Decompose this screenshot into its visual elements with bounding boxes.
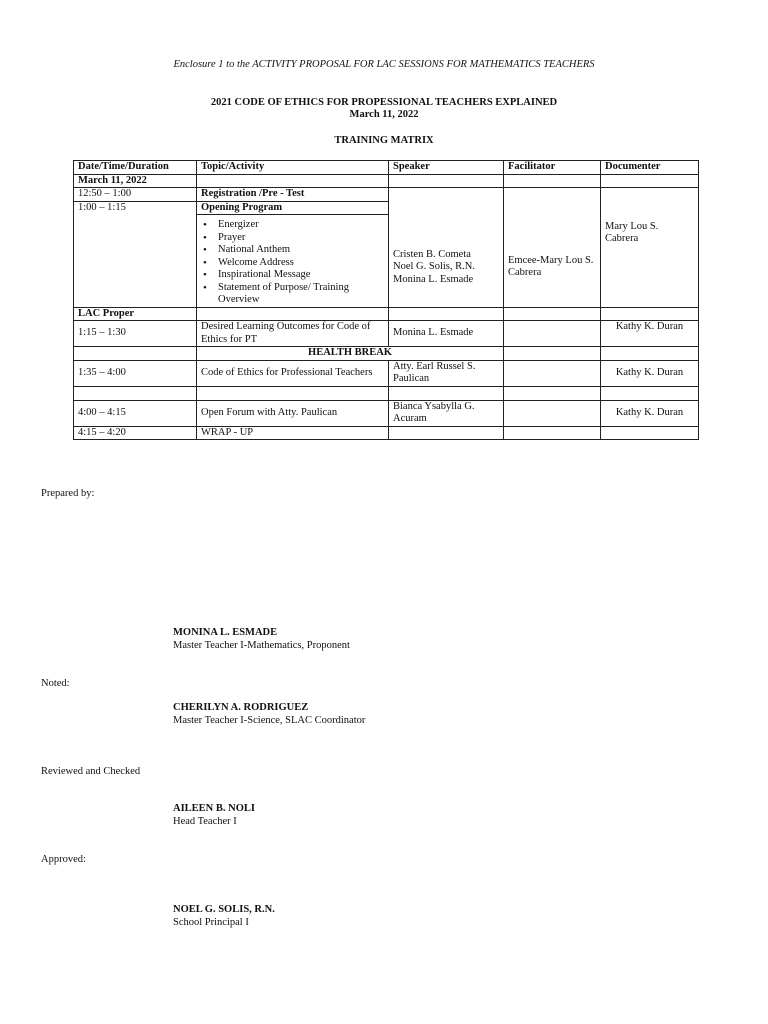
reviewed-by-title: Head Teacher I	[173, 816, 237, 827]
date-cell: March 11, 2022	[74, 174, 197, 188]
topic-cell: WRAP - UP	[197, 426, 389, 440]
approved-label: Approved:	[41, 854, 86, 865]
prepared-by-label: Prepared by:	[41, 488, 95, 499]
table-row	[74, 360, 699, 386]
speaker-name: Monina L. Esmade	[393, 273, 474, 285]
opening-program-list	[201, 219, 384, 307]
reviewed-by-name: AILEEN B. NOLI	[173, 803, 255, 814]
time-cell: 4:15 – 4:20	[74, 426, 197, 440]
topic-cell: Open Forum with Atty. Paulican	[197, 400, 389, 426]
approved-by-title: School Principal I	[173, 917, 249, 928]
noted-by-name: CHERILYN A. RODRIGUEZ	[173, 702, 309, 713]
column-header: Topic/Activity	[197, 161, 389, 175]
topic-cell: Code of Ethics for Professional Teachers	[197, 360, 389, 386]
matrix-title: TRAINING MATRIX	[334, 135, 434, 146]
document-date: March 11, 2022	[349, 109, 419, 120]
table-row	[74, 174, 699, 188]
list-item: • Prayer	[218, 232, 384, 245]
documenter-cell: Kathy K. Duran	[601, 400, 699, 426]
time-cell: 4:00 – 4:15	[74, 400, 197, 426]
topic-cell	[197, 215, 389, 308]
column-header: Documenter	[601, 161, 699, 175]
time-cell: 1:00 – 1:15	[74, 201, 197, 307]
list-item: • National Anthem	[218, 244, 384, 257]
column-header: Speaker	[389, 161, 504, 175]
column-header: Date/Time/Duration	[74, 161, 197, 175]
time-cell: 12:50 – 1:00	[74, 188, 197, 202]
health-break-cell: HEALTH BREAK	[197, 347, 504, 361]
table-row	[74, 307, 699, 321]
documenter-cell: Kathy K. Duran	[601, 321, 699, 347]
table-row	[74, 188, 699, 202]
speaker-cell: Bianca Ysabylla G. Acuram	[389, 400, 504, 426]
prepared-by-title: Master Teacher I-Mathematics, Proponent	[173, 640, 350, 651]
section-cell: LAC Proper	[74, 307, 197, 321]
approved-by-name: NOEL G. SOLIS, R.N.	[173, 904, 275, 915]
documenter-cell: Mary Lou S. Cabrera	[601, 188, 699, 308]
noted-label: Noted:	[41, 678, 70, 689]
topic-cell: Registration /Pre - Test	[197, 188, 389, 202]
table-header-row	[74, 161, 699, 175]
list-item: • Welcome Address	[218, 257, 384, 270]
table-row	[74, 400, 699, 426]
table-row	[74, 321, 699, 347]
topic-cell: Opening Program	[197, 201, 389, 215]
column-header: Facilitator	[504, 161, 601, 175]
document-title: 2021 CODE OF ETHICS FOR PROPESSIONAL TEACHERS EXPLAINED	[210, 97, 558, 108]
noted-by-title: Master Teacher I-Science, SLAC Coordinator	[173, 715, 366, 726]
speaker-cell: Atty. Earl Russel S. Paulican	[389, 360, 504, 386]
prepared-by-name: MONINA L. ESMADE	[173, 627, 278, 638]
topic-cell: Desired Learning Outcomes for Code of Ethics for PT	[197, 321, 389, 347]
list-item: • Statement of Purpose/ Training Overview	[218, 282, 384, 307]
time-cell: 1:35 – 4:00	[74, 360, 197, 386]
speaker-cell: Monina L. Esmade	[389, 321, 504, 347]
speaker-name: Cristen B. Cometa	[393, 248, 471, 260]
documenter-cell: Kathy K. Duran	[601, 360, 699, 386]
training-matrix-table	[73, 160, 699, 440]
facilitator-cell: Emcee-Mary Lou S. Cabrera	[504, 188, 601, 308]
table-row	[74, 426, 699, 440]
speaker-name: Noel G. Solis, R.N.	[393, 261, 475, 272]
time-cell: 1:15 – 1:30	[74, 321, 197, 347]
reviewed-label: Reviewed and Checked	[41, 766, 141, 777]
list-item: • Energizer	[218, 219, 384, 232]
speaker-cell	[389, 188, 504, 308]
enclosure-note: Enclosure 1 to the ACTIVITY PROPOSAL FOR LAC SESSIONS FOR MATHEMATICS TEACHERS	[173, 59, 595, 70]
table-row	[74, 386, 699, 400]
list-item: • Inspirational Message	[218, 269, 384, 282]
table-row	[74, 347, 699, 361]
